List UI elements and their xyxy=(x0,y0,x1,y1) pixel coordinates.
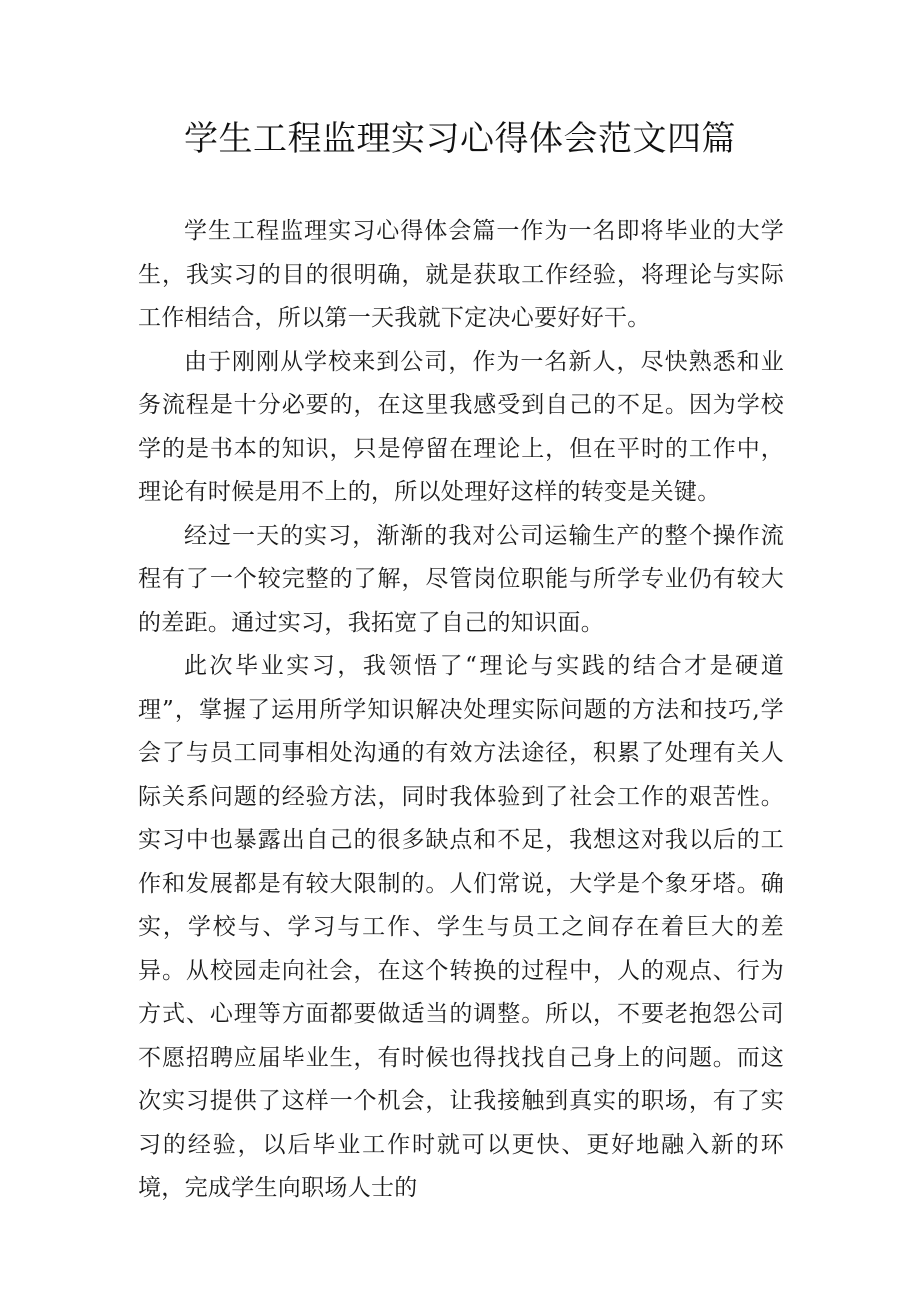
paragraph-3: 经过一天的实习，渐渐的我对公司运输生产的整个操作流程有了一个较完整的了解，尽管岗位职能与所学专业仍有较大的差距。通过实习，我拓宽了自己的知识面。 xyxy=(138,522,784,636)
paragraph-4: 此次毕业实习，我领悟了“理论与实践的结合才是硬道理”，掌握了运用所学知识解决处理实际问题的方法和技巧,学会了与员工同事相处沟通的有效方法途径，积累了处理有关人际关系问题的经验方法，同时我体验到了社会工作的艰苦性。实习中也暴露出自己的很多缺点和不足，我想这对我以后的工作和发展都是有较大限制的。人们常说，大学是个象牙塔。确实，学校与、学习与工作、学生与员工之间存在着巨大的差异。从校园走向社会，在这个转换的过程中，人的观点、行为方式、心理等方面都要做适当的调整。所以，不要老抱怨公司不愿招聘应届毕业生，有时候也得找找自己身上的问题。而这次实习提供了这样一个机会，让我接触到真实的职场，有了实习的经验，以后毕业工作时就可以更快、更好地融入新的环境，完成学生向职场人士的 xyxy=(138,653,784,1201)
page-title: 学生工程监理实习心得体会范文四篇 xyxy=(184,119,736,159)
paragraph-2: 由于刚刚从学校来到公司，作为一名新人，尽快熟悉和业务流程是十分必要的，在这里我感受到自己的不足。因为学校学的是书本的知识，只是停留在理论上，但在平时的工作中，理论有时候是用不上的，所以处理好这样的转变是关键。 xyxy=(138,348,784,505)
document-body xyxy=(138,210,784,1211)
paragraph-1: 学生工程监理实习心得体会篇一作为一名即将毕业的大学生，我实习的目的很明确，就是获取工作经验，将理论与实际工作相结合，所以第一天我就下定决心要好好干。 xyxy=(138,218,784,331)
